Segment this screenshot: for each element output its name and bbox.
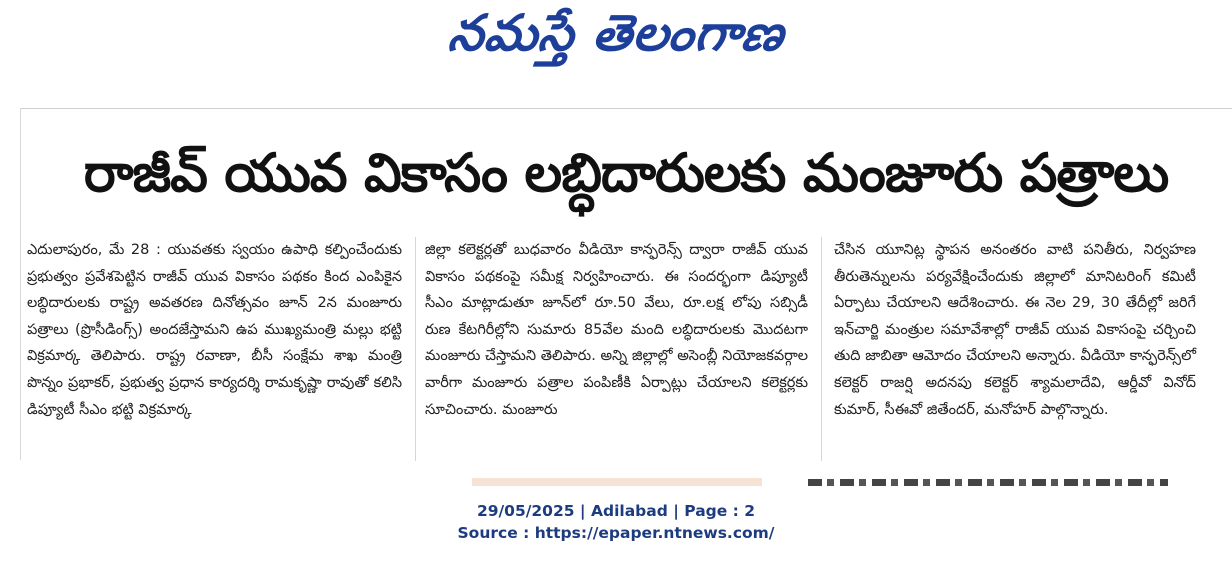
article-headline: రాజీవ్ యువ వికాసం లబ్ధిదారులకు మంజూరు పత్రాలు: [83, 143, 1169, 204]
newspaper-logo: నమస్తే తెలంగాణ: [445, 3, 788, 62]
masthead: [0, 0, 1232, 78]
page-footer: [0, 500, 1232, 544]
source-link[interactable]: Source : https://epaper.ntnews.com/: [457, 524, 775, 542]
article-column-3: చేసిన యూనిట్ల స్థాపన అనంతరం వాటి పనితీరు, నిర్వహణ తీరుతెన్నులను పర్యవేక్షించేందుకు జిల్లాలో మానిటరింగ్ కమిటీ ఏర్పాటు చేయాలని ఆదేశించారు. ఈ నెల 29, 30 తేదీల్లో జరిగే ఇన్‌చార్జి మంత్రుల సమావేశాల్లో రాజీవ్ యువ వికాసంపై చర్చించి తుది జాబితా ఆమోదం చేయాలని అన్నారు. వీడియో కాన్ఫరెన్స్‌లో కలెక్టర్ రాజర్షి అదనపు కలెక్టర్ శ్యామలాదేవి, ఆర్డీవో వినోద్ కుమార్, సీఈవో జితేందర్, మనోహర్ పాల్గొన్నారు.: [834, 242, 1196, 418]
top-divider: [20, 108, 1232, 109]
article-column-1: ఎదులాపురం, మే 28 : యువతకు స్వయం ఉపాధి కల్పించేందుకు ప్రభుత్వం ప్రవేశపెట్టిన రాజీవ్ యువ వికాసం పథకం కింద ఎంపికైన లబ్ధిదారులకు రాష్ట్ర అవతరణ దినోత్సవం జూన్ 2న మంజూరు పత్రాలు (ప్రొసీడింగ్స్) అందజేస్తామని ఉప ముఖ్యమంత్రి మల్లు భట్టి విక్రమార్క తెలిపారు. రాష్ట్ర రవాణా, బీసీ సంక్షేమ శాఖ మంత్రి పొన్నం ప్రభాకర్, ప్రభుత్వ ప్రధాన కార్యదర్శి రామకృష్ణా రావుతో కలిసి డిప్యూటీ సీఎం భట్టి విక్రమార్క: [27, 242, 402, 418]
column-divider: [821, 237, 822, 461]
column-divider: [415, 237, 416, 461]
adjacent-article-strip: [472, 478, 762, 486]
article-column-2: జిల్లా కలెక్టర్లతో బుధవారం వీడియో కాన్ఫరెన్స్ ద్వారా రాజీవ్ యువ వికాసం పథకంపై సమీక్ష నిర్వహించారు. ఈ సందర్భంగా డిప్యూటీ సీఎం మాట్లాడుతూ జూన్‌లో రూ.50 వేలు, రూ.లక్ష లోపు సబ్సిడీ రుణ కేటగిరీల్లోని సుమారు 85వేల మంది లబ్ధిదారులకు మొదటగా మంజూరు చేస్తామని తెలిపారు. అన్ని జిల్లాల్లో అసెంబ్లీ నియోజకవర్గాల వారీగా మంజూరు పత్రాల పంపిణీకి ఏర్పాట్లు చేయాలని కలెక్టర్లకు సూచించారు. మంజూరు: [425, 242, 808, 418]
adjacent-headline-fragment: [808, 479, 1168, 486]
edition-dateline: 29/05/2025 | Adilabad | Page : 2: [476, 502, 756, 520]
article-body: [27, 237, 1197, 463]
